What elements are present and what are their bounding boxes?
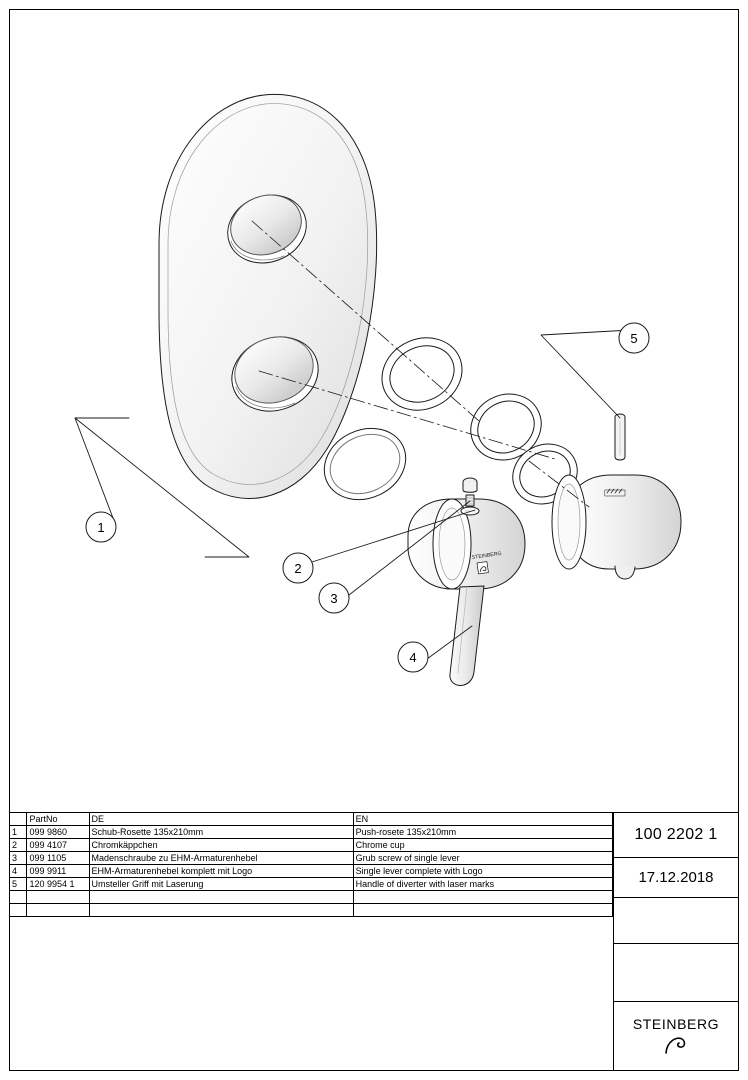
row-en: Push-rosete 135x210mm [353, 826, 612, 839]
callout-1: 1 [97, 520, 105, 535]
row-index: 2 [10, 839, 27, 852]
title-block-empty-2 [613, 944, 739, 1002]
title-block-right [613, 812, 739, 1071]
table-row [10, 839, 613, 852]
row-part-no: 099 4107 [27, 839, 89, 852]
row-part-no: 099 9860 [27, 826, 89, 839]
table-row [10, 826, 613, 839]
row-index [10, 891, 27, 904]
row-part-no: 099 9911 [27, 865, 89, 878]
parts-table [9, 812, 613, 917]
row-de: Schub-Rosette 135x210mm [89, 826, 353, 839]
table-row [10, 878, 613, 891]
row-de: EHM-Armaturenhebel komplett mit Logo [89, 865, 353, 878]
callout-5: 5 [630, 331, 638, 346]
callout-2: 2 [294, 561, 302, 576]
drawing-date: 17.12.2018 [613, 858, 739, 898]
row-part-no [27, 904, 89, 917]
steinberg-mark-icon [663, 1034, 689, 1056]
header-index [10, 813, 27, 826]
row-part-no [27, 891, 89, 904]
row-index [10, 904, 27, 917]
row-en: Handle of diverter with laser marks [353, 878, 612, 891]
row-de: Madenschraube zu EHM-Armaturenhebel [89, 852, 353, 865]
row-de [89, 904, 353, 917]
row-en: Single lever complete with Logo [353, 865, 612, 878]
header-en: EN [353, 813, 612, 826]
table-row [10, 865, 613, 878]
row-de: Umsteller Griff mit Laserung [89, 878, 353, 891]
table-row [10, 852, 613, 865]
row-en [353, 904, 612, 917]
row-en [353, 891, 612, 904]
header-part-no: PartNo [27, 813, 89, 826]
part-diverter-handle [552, 414, 681, 579]
title-block-empty-1 [613, 898, 739, 944]
row-index: 4 [10, 865, 27, 878]
row-en: Grub screw of single lever [353, 852, 612, 865]
row-de: Chromkäppchen [89, 839, 353, 852]
table-header-row [10, 813, 613, 826]
table-row-empty [10, 904, 613, 917]
table-row-empty [10, 891, 613, 904]
exploded-view-drawing [9, 9, 739, 809]
svg-text:STEINBERG: STEINBERG [471, 550, 502, 561]
row-part-no: 099 1105 [27, 852, 89, 865]
row-part-no: 120 9954 1 [27, 878, 89, 891]
title-block [9, 812, 739, 1071]
row-en: Chrome cup [353, 839, 612, 852]
part-grub-screw [461, 478, 479, 515]
drawing-number: 100 2202 1 [613, 812, 739, 858]
header-de: DE [89, 813, 353, 826]
row-index: 5 [10, 878, 27, 891]
part-push-rosette [159, 94, 417, 512]
row-index: 1 [10, 826, 27, 839]
brand-name: STEINBERG [632, 1016, 720, 1032]
row-de [89, 891, 353, 904]
row-index: 3 [10, 852, 27, 865]
brand-logo [613, 1002, 739, 1071]
callout-3: 3 [330, 591, 338, 606]
callout-4: 4 [409, 650, 417, 665]
